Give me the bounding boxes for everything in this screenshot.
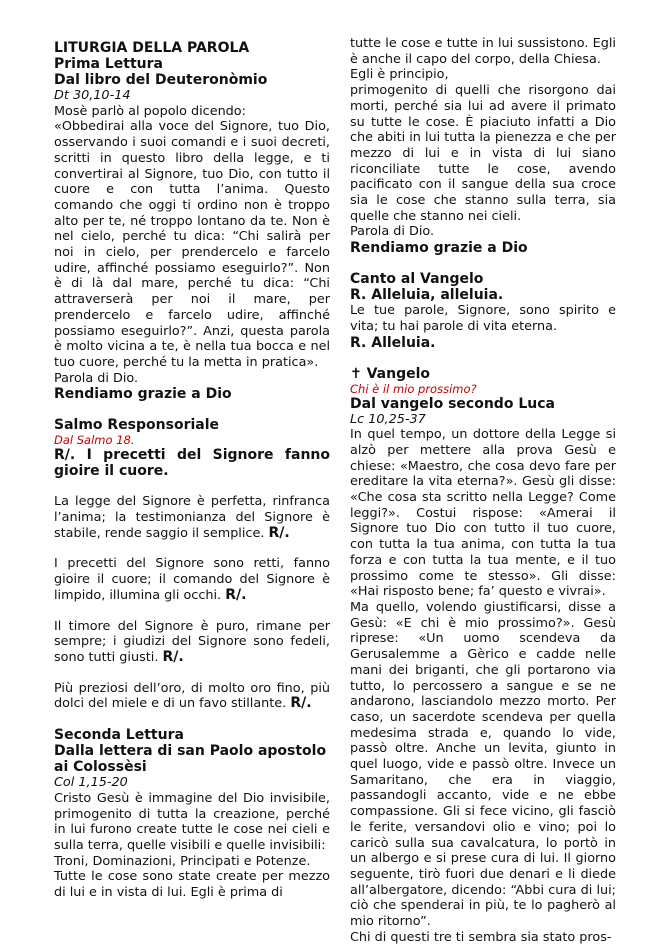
spacer [54, 402, 330, 417]
psalm-stanza-4: Più preziosi dell’oro, di molto oro fino, più dolci del miele e di un favo stillante. R/. [54, 680, 330, 712]
second-reading-label: Seconda Lettura [54, 727, 184, 744]
spacer [54, 479, 330, 494]
left-column [54, 40, 330, 901]
acclamation-alleluia-end: R. Alleluia. [350, 334, 436, 351]
psalm-stanza-3: Il timore del Signore è puro, rimane per sempre; i giudizi del Signore sono fedeli, sono tutti giusti. R/. [54, 618, 330, 665]
gospel-text-1: In quel tempo, un dottore della Legge si alzò per mettere alla prova Gesù e chiese: «Maestro, che cosa devo fare per ereditare la vita eterna?». Gesù gli disse: «Che cosa sta scritto nella Legge? Come leggi?». Costui rispose: «Amerai il Signore tuo Dio con tutto il tuo cuore, con tutta la tua anima, con tutta la tua forza e con tutta la tua mente, e il tuo prossimo come te stesso». Gli disse: «Hai risposto bene; fa’ questo e vivrai». [350, 427, 616, 600]
second-reading-ref: Col 1,15-20 [54, 775, 128, 791]
first-reading-closing: Parola di Dio. [54, 370, 139, 386]
spacer [350, 351, 616, 366]
first-reading-response: Rendiamo grazie a Dio [54, 386, 232, 403]
gospel-source: Dal vangelo secondo Luca [350, 395, 555, 412]
psalm-source: Dal Salmo 18. [54, 433, 135, 448]
second-reading-response: Rendiamo grazie a Dio [350, 240, 528, 257]
psalm-rmark: R/. [268, 524, 290, 541]
gospel-label: Vangelo [366, 365, 431, 382]
gospel-text-2: Ma quello, volendo giustificarsi, disse a Gesù: «E chi è mio prossimo?». Gesù riprese: «Un uomo scendeva da Gerusalemme a Gèrico e cadde nelle mani dei briganti, che gli portarono via tutto, lo percossero a sangue e se ne andarono, lasciandolo mezzo morto. Per caso, un sacerdote scendeva per quella medesima strada e, quando lo vide, passò oltre. Anche un levita, giunto in quel luogo, vide e passò oltre. Invece un Samaritano, che era in viaggio, passandogli accanto, vide e ne ebbe compassione. Gli si fece vicino, gli fasciò le ferite, versandovi olio e vino; poi lo caricò sulla sua cavalcatura, lo portò in un albergo e si prese cura di lui. Il giorno seguente, tirò fuori due denari e li diede all’albergatore, dicendo: “Abbi cura di lui; ciò che spenderai in più, te lo pagherò al mio ritorno”. [350, 599, 616, 930]
second-reading-cont-2: Egli è principio, [350, 67, 449, 83]
first-reading-intro: Mosè parlò al popolo dicendo: [54, 103, 246, 119]
second-reading-closing: Parola di Dio. [350, 224, 435, 240]
second-reading-text-1: Cristo Gesù è immagine del Dio invisibile, primogenito di tutta la creazione, perché in lui furono create tutte le cose nei cieli e sulla terra, quelle visibili e quelle invisibili: [54, 790, 330, 853]
psalm-refrain: R/. I precetti del Signore fanno gioire il cuore. [54, 447, 330, 480]
gospel-ref: Lc 10,25-37 [350, 411, 426, 427]
acclamation-alleluia: R. Alleluia, alleluia. [350, 287, 504, 304]
psalm-label: Salmo Responsoriale [54, 417, 220, 434]
acclamation-verse: Le tue parole, Signore, sono spirito e vita; tu hai parole di vita eterna. [350, 303, 616, 334]
spacer [350, 256, 616, 271]
first-reading-text: «Obbedirai alla voce del Signore, tuo Dio, osservando i suoi comandi e i suoi decreti, scritti in questo libro della legge, e ti convertirai al Signore, tuo Dio, con tutto il cuore e con tutta l’anima. Questo comando che oggi ti ordino non è troppo alto per te, né troppo lontano da te. Non è nel cielo, perché tu dica: “Chi salirà per noi in cielo, per prendercelo e farcelo udire, affinché possiamo eseguirlo?”. Non è di là dal mare, perché tu dica: “Chi attraverserà per noi il mare, per prendercelo e farcelo udire, affinché possiamo eseguirlo?”. Anzi, questa parola è molto vicina a te, è nella tua bocca e nel tuo cuore, perché tu la metta in pratica». [54, 119, 330, 370]
right-column [350, 36, 616, 945]
psalm-rmark: R/. [162, 648, 184, 665]
first-reading-ref: Dt 30,10-14 [54, 88, 131, 103]
spacer [54, 541, 330, 556]
psalm-rmark: R/. [225, 586, 247, 603]
second-reading-cont-3: primogenito di quelli che risorgono dai morti, perché sia lui ad avere il primato su tutte le cose. È piaciuto infatti a Dio che abiti in lui tutta la pienezza e che per mezzo di lui e in vista di lui siano riconciliate tutte le cose, avendo pacificato con il sangue della sua croce sia le cose che stanno sulla terra, sia quelle che stanno nei cieli. [350, 83, 616, 224]
liturgy-title: LITURGIA DELLA PAROLA [54, 40, 250, 56]
psalm-rmark: R/. [290, 695, 312, 712]
acclamation-label: Canto al Vangelo [350, 271, 484, 288]
second-reading-source: Dalla lettera di san Paolo apostolo ai Colossèsi [54, 743, 327, 776]
spacer [54, 666, 330, 681]
cross-icon: ✝ [350, 365, 362, 382]
psalm-stanza-2: I precetti del Signore sono retti, fanno gioire il cuore; il comando del Signore è limpido, illumina gli occhi. R/. [54, 556, 330, 603]
second-reading-cont-1: tutte le cose e tutte in lui sussistono. Egli è anche il capo del corpo, della Chiesa. [350, 36, 616, 67]
second-reading-text-2: Troni, Dominazioni, Principati e Potenze. [54, 853, 311, 869]
spacer [54, 712, 330, 727]
second-reading-text-3: Tutte le cose sono state create per mezzo di lui e in vista di lui. Egli è prima di [54, 869, 330, 901]
gospel-text-3: Chi di questi tre ti sembra sia stato pros- [350, 929, 612, 945]
gospel-subtitle: Chi è il mio prossimo? [350, 381, 477, 396]
gospel-heading [350, 366, 616, 382]
spacer [54, 604, 330, 619]
first-reading-source: Dal libro del Deuteronòmio [54, 72, 268, 88]
psalm-stanza-1: La legge del Signore è perfetta, rinfranca l’anima; la testimonianza del Signore è stabile, rende saggio il semplice. R/. [54, 494, 330, 541]
first-reading-label: Prima Lettura [54, 56, 163, 72]
